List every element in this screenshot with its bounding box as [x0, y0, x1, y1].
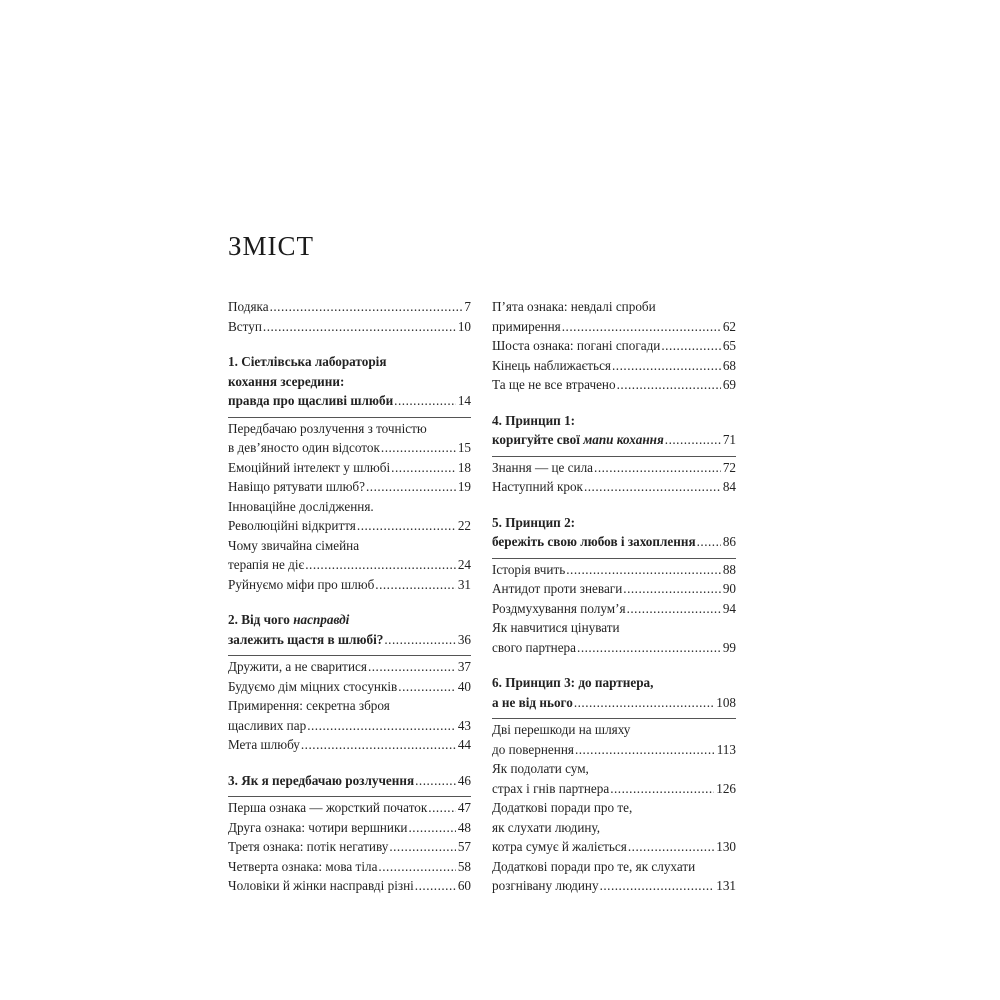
- dot-leader: [665, 430, 721, 450]
- toc-page-number: 69: [722, 377, 736, 392]
- toc-entry-title: бережіть свою любов і захоплення: [492, 534, 696, 549]
- toc-entry[interactable]: [228, 857, 471, 877]
- toc-entry-title: Емоційний інтелект у шлюбі: [228, 459, 391, 475]
- toc-entry-title: 2. Від чого насправді: [228, 612, 350, 627]
- dot-leader: [389, 837, 455, 857]
- toc-entry[interactable]: [492, 477, 736, 497]
- toc-page-number: 44: [457, 737, 471, 752]
- dot-leader: [263, 317, 456, 337]
- toc-entry[interactable]: [228, 575, 471, 595]
- toc-entry-title: Роздмухування полум’я: [492, 600, 626, 616]
- toc-entry-title: Третя ознака: потік негативу: [228, 839, 389, 854]
- toc-entry[interactable]: [228, 417, 471, 458]
- italic-emphasis: мапи кохання: [583, 432, 664, 447]
- toc-page-number: 108: [716, 694, 736, 710]
- toc-entry-title: Революційні відкриття: [228, 518, 356, 533]
- toc-entry-title: свого партнера: [492, 639, 577, 655]
- dot-leader: [307, 716, 456, 736]
- toc-entry[interactable]: [492, 375, 736, 395]
- toc-entry-title: щасливих пар: [228, 717, 307, 733]
- toc-page-number: 60: [457, 878, 471, 893]
- dot-leader: [381, 438, 456, 458]
- toc-entry[interactable]: [492, 718, 736, 759]
- toc-entry[interactable]: [228, 297, 471, 317]
- toc-page-number: 46: [457, 772, 471, 788]
- toc-entry[interactable]: [492, 336, 736, 356]
- toc-entry-title: П’ята ознака: невдалі спроби: [492, 299, 656, 314]
- toc-entry[interactable]: [228, 876, 471, 896]
- toc-entry-title: 4. Принцип 1:: [492, 412, 576, 428]
- toc-entry-title: коригуйте свої мапи кохання: [492, 432, 664, 447]
- toc-entry-title: Навіщо рятувати шлюб?: [228, 479, 365, 494]
- toc-entry-title: залежить щастя в шлюбі?: [228, 631, 384, 647]
- toc-entry[interactable]: [228, 677, 471, 697]
- dot-leader: [584, 477, 721, 497]
- dot-leader: [428, 798, 456, 818]
- toc-chapter[interactable]: [492, 513, 736, 552]
- toc-entry-title: Друга ознака: чотири вершники: [228, 819, 408, 835]
- toc-page-number: 37: [457, 659, 471, 674]
- toc-entry-title: Додаткові поради про те, як слухати: [492, 858, 696, 874]
- toc-page-number: 86: [722, 534, 736, 549]
- toc-entry-title: Перша ознака — жорсткий початок: [228, 800, 428, 815]
- toc-entry[interactable]: [492, 798, 736, 857]
- toc-chapter[interactable]: [228, 352, 471, 411]
- toc-page-number: 15: [457, 440, 471, 455]
- toc-entry-title: Чоловіки й жінки насправді різні: [228, 878, 414, 893]
- toc-entry-title: котра сумує й жаліється: [492, 839, 627, 854]
- toc-entry[interactable]: [492, 857, 736, 896]
- dot-leader: [594, 458, 721, 478]
- toc-entry-title: Руйнуємо міфи про шлюб: [228, 576, 375, 592]
- dot-leader: [375, 575, 456, 595]
- dot-leader: [610, 779, 714, 799]
- dot-leader: [415, 771, 456, 791]
- toc-page-number: 71: [722, 432, 736, 447]
- dot-leader: [661, 336, 720, 356]
- toc-entry[interactable]: [228, 735, 471, 755]
- toc-page-number: 90: [722, 581, 736, 596]
- toc-entry-title: Знання — це сила: [492, 459, 594, 475]
- toc-chapter[interactable]: [228, 610, 471, 649]
- dot-leader: [575, 740, 715, 760]
- toc-entry-title: 3. Як я передбачаю розлучення: [228, 772, 415, 788]
- toc-page-number: 84: [722, 479, 736, 494]
- toc-entry[interactable]: [228, 458, 471, 478]
- dot-leader: [368, 657, 456, 677]
- toc-page-number: 31: [457, 576, 471, 592]
- dot-leader: [577, 638, 721, 658]
- toc-entry-title: Подяка: [228, 299, 269, 314]
- toc-entry-title: Дружити, а не сваритися: [228, 659, 367, 674]
- toc-page-number: 22: [457, 518, 471, 533]
- toc-entry-title: 5. Принцип 2:: [492, 514, 576, 530]
- toc-entry-title: розгнівану людину: [492, 878, 599, 893]
- dot-leader: [270, 297, 463, 317]
- toc-entry-title: кохання зсередини:: [228, 373, 345, 389]
- toc-page-number: 130: [716, 839, 736, 854]
- toc-entry-title: Інноваційне дослідження.: [228, 498, 374, 514]
- toc-entry-title: Шоста ознака: погані спогади: [492, 338, 661, 353]
- toc-entry[interactable]: [228, 536, 471, 575]
- toc-entry-title: Антидот проти зневаги: [492, 581, 623, 596]
- toc-entry-title: Наступний крок: [492, 479, 583, 494]
- toc-chapter[interactable]: [228, 771, 471, 791]
- toc-page-number: 88: [722, 561, 736, 577]
- dot-leader: [378, 857, 455, 877]
- dot-leader: [391, 458, 456, 478]
- toc-entry-title: Будуємо дім міцних стосунків: [228, 678, 398, 694]
- toc-entry-title: правда про щасливі шлюби: [228, 393, 394, 408]
- dot-leader: [623, 579, 721, 599]
- italic-emphasis: насправді: [293, 612, 350, 627]
- toc-page-number: 65: [722, 338, 736, 353]
- toc-entry-title: Четверта ознака: мова тіла: [228, 858, 378, 874]
- toc-entry[interactable]: [492, 456, 736, 478]
- dot-leader: [366, 477, 456, 497]
- toc-page-number: 58: [457, 858, 471, 874]
- toc-page-number: 68: [722, 357, 736, 373]
- dot-leader: [398, 677, 456, 697]
- dot-leader: [566, 560, 721, 580]
- toc-entry[interactable]: [492, 297, 736, 336]
- toc-page-number: 94: [722, 600, 736, 616]
- toc-page-number: 47: [457, 800, 471, 815]
- dot-leader: [394, 391, 456, 411]
- toc-entry[interactable]: [228, 837, 471, 857]
- dot-leader: [574, 693, 714, 713]
- toc-entry[interactable]: [228, 818, 471, 838]
- toc-entry-title: Як навчитися цінувати: [492, 620, 620, 635]
- toc-page-number: 10: [457, 318, 471, 334]
- toc-page-number: 48: [457, 819, 471, 835]
- toc-entry-title: Та ще не все втрачено: [492, 377, 616, 392]
- dot-leader: [408, 818, 455, 838]
- toc-page-number: 43: [457, 717, 471, 733]
- toc-entry-title: терапія не діє: [228, 557, 305, 572]
- toc-entry[interactable]: [228, 655, 471, 677]
- toc-entry[interactable]: [228, 796, 471, 818]
- toc-entry[interactable]: [492, 618, 736, 657]
- toc-page-number: 14: [457, 393, 471, 408]
- toc-right-column: [492, 297, 736, 896]
- dot-leader: [357, 516, 456, 536]
- toc-entry-title: Вступ: [228, 318, 262, 334]
- toc-entry-title: Чому звичайна сімейна: [228, 537, 360, 553]
- dot-leader: [562, 317, 721, 337]
- toc-entry[interactable]: [492, 759, 736, 798]
- toc-page-number: 7: [464, 299, 471, 314]
- toc-entry-title: Кінець наближається: [492, 357, 611, 373]
- toc-page-number: 18: [457, 459, 471, 475]
- dot-leader: [384, 630, 455, 650]
- toc-entry-title: Дві перешкоди на шляху: [492, 722, 631, 737]
- toc-entry-title: Мета шлюбу: [228, 737, 300, 752]
- toc-page-number: 72: [722, 459, 736, 475]
- dot-leader: [305, 555, 456, 575]
- toc-entry[interactable]: [492, 599, 736, 619]
- toc-entry-title: а не від нього: [492, 694, 573, 710]
- toc-entry[interactable]: [228, 317, 471, 337]
- toc-page-number: 40: [457, 678, 471, 694]
- toc-entry-title: в дев’яносто один відсоток: [228, 440, 380, 455]
- toc-entry-title: 1. Сіетлівська лабораторія: [228, 354, 387, 369]
- toc-entry-title: Історія вчить: [492, 561, 566, 577]
- toc-page-number: 24: [457, 557, 471, 572]
- toc-entry-title: страх і гнів партнера: [492, 780, 610, 796]
- toc-entry-title: Примирення: секретна зброя: [228, 698, 390, 713]
- toc-page-number: 131: [716, 878, 736, 893]
- toc-left-column: [228, 297, 471, 896]
- toc-entry[interactable]: [228, 696, 471, 735]
- toc-page-number: 99: [722, 639, 736, 655]
- page-title: ЗМІСТ: [228, 231, 315, 261]
- toc-page-number: 126: [716, 780, 736, 796]
- toc-page-number: 62: [722, 318, 736, 334]
- toc-entry[interactable]: [492, 356, 736, 376]
- toc-page-number: 36: [457, 631, 471, 647]
- toc-entry-title: як слухати людину,: [492, 819, 601, 835]
- dot-leader: [617, 375, 721, 395]
- toc-page-number: 113: [716, 741, 736, 757]
- toc-entry[interactable]: [492, 558, 736, 580]
- toc-entry[interactable]: [228, 497, 471, 536]
- dot-leader: [415, 876, 456, 896]
- dot-leader: [628, 837, 714, 857]
- toc-entry-title: Додаткові поради про те,: [492, 800, 633, 815]
- dot-leader: [697, 532, 721, 552]
- toc-page-number: 57: [457, 839, 471, 854]
- dot-leader: [627, 599, 721, 619]
- dot-leader: [612, 356, 721, 376]
- toc-entry-title: 6. Принцип 3: до партнера,: [492, 675, 654, 690]
- dot-leader: [600, 876, 715, 896]
- toc-chapter[interactable]: [492, 673, 736, 712]
- toc-entry-title: до повернення: [492, 741, 574, 757]
- toc-entry[interactable]: [228, 477, 471, 497]
- toc-entry-title: Передбачаю розлучення з точністю: [228, 420, 427, 436]
- toc-entry-title: примирення: [492, 318, 561, 334]
- dot-leader: [301, 735, 456, 755]
- toc-page-number: 19: [457, 479, 471, 494]
- toc-entry[interactable]: [492, 579, 736, 599]
- toc-entry-title: Як подолати сум,: [492, 761, 589, 776]
- toc-chapter[interactable]: [492, 411, 736, 450]
